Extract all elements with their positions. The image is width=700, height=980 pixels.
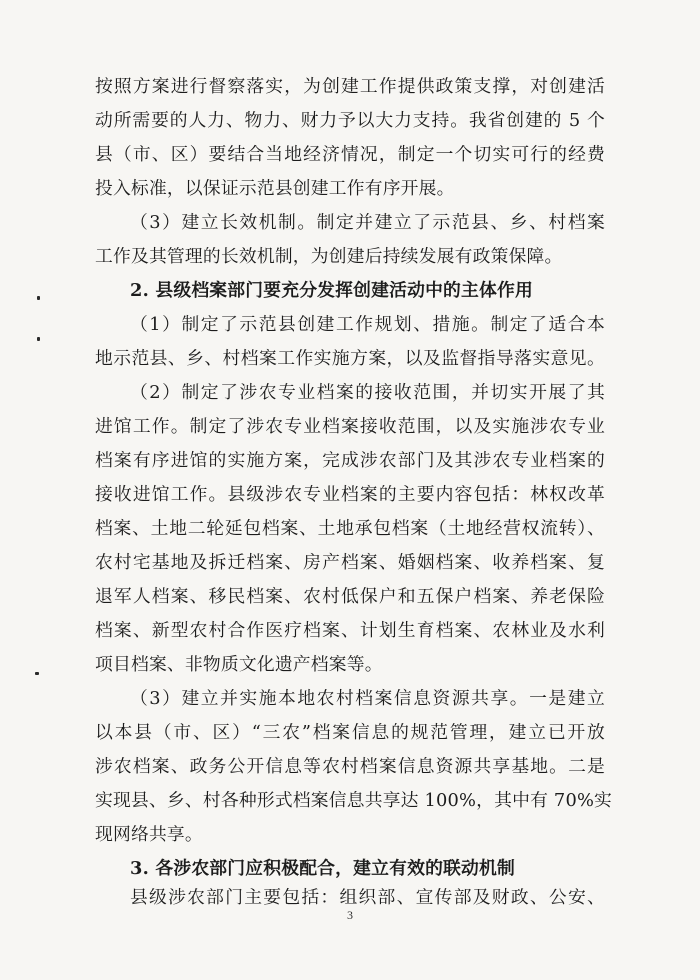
text-line: 实现县、乡、村各种形式档案信息共享达 100%，其中有 70%实 [95,790,613,811]
text-line: 投入标准，以保证示范县创建工作有序开展。 [95,178,455,199]
text-line: 工作及其管理的长效机制，为创建后持续发展有政策保障。 [95,246,563,267]
text-line: 按照方案进行督察落实，为创建工作提供政策支撑，对创建活 [95,76,605,97]
section-heading: 2. 县级档案部门要充分发挥创建活动中的主体作用 [130,280,533,301]
scan-speck [37,337,40,341]
text-line: （3）建立并实施本地农村档案信息资源共享。一是建立 [130,688,605,709]
section-heading: 3. 各涉农部门应积极配合，建立有效的联动机制 [130,858,515,879]
text-line: 接收进馆工作。县级涉农专业档案的主要内容包括：林权改革 [95,484,605,505]
text-line: 档案、土地二轮延包档案、土地承包档案（土地经营权流转）、 [95,518,605,539]
text-line: （2）制定了涉农专业档案的接收范围，并切实开展了其 [130,382,605,403]
text-line: （1）制定了示范县创建工作规划、措施。制定了适合本 [130,314,605,335]
page-number: 3 [347,908,353,922]
text-line: 退军人档案、移民档案、农村低保户和五保户档案、养老保险 [95,586,605,607]
text-line: 进馆工作。制定了涉农专业档案接收范围，以及实施涉农专业 [95,416,605,437]
text-line: 现网络共享。 [95,824,203,845]
text-line: 农村宅基地及拆迁档案、房产档案、婚姻档案、收养档案、复 [95,552,605,573]
text-line: 县（市、区）要结合当地经济情况，制定一个切实可行的经费 [95,144,605,165]
text-line: 动所需要的人力、物力、财力予以大力支持。我省创建的 5 个 [95,110,605,131]
text-line: 档案有序进馆的实施方案，完成涉农部门及其涉农专业档案的 [95,450,605,471]
scan-speck [35,672,39,675]
text-line: 档案、新型农村合作医疗档案、计划生育档案、农林业及水利 [95,620,605,641]
text-line: 项目档案、非物质文化遗产档案等。 [95,654,383,675]
text-line: 涉农档案、政务公开信息等农村档案信息资源共享基地。二是 [95,756,605,777]
text-line: （3）建立长效机制。制定并建立了示范县、乡、村档案 [130,212,605,233]
text-line: 地示范县、乡、村档案工作实施方案，以及监督指导落实意见。 [95,348,605,369]
scan-speck [37,296,40,300]
text-line: 县级涉农部门主要包括：组织部、宣传部及财政、公安、 [130,887,605,908]
text-line: 以本县（市、区）“三农”档案信息的规范管理，建立已开放 [95,722,605,743]
